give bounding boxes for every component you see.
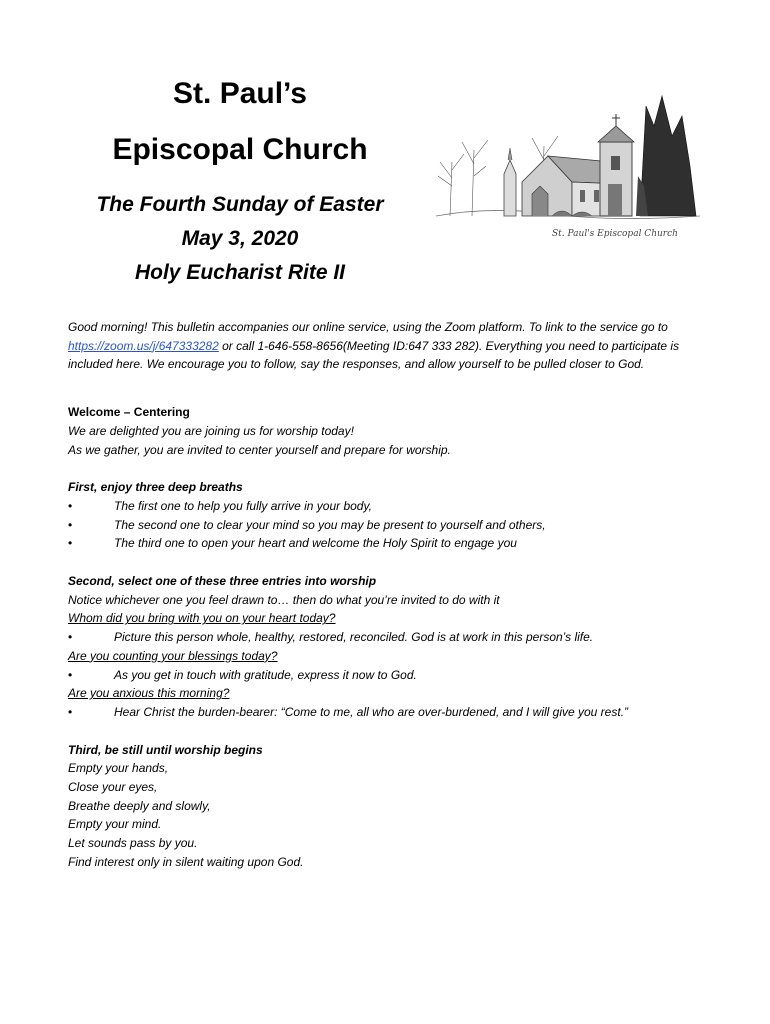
welcome-heading: Welcome – Centering	[68, 405, 190, 420]
bullet-mark: •	[68, 667, 73, 682]
intro-text-before-link: Good morning! This bulletin accompanies our online service, using the Zoom platform. To link to the service go to	[68, 320, 668, 334]
breath-item	[68, 534, 708, 553]
stillness-line: Close your eyes,	[68, 780, 158, 795]
breath-item	[68, 497, 708, 516]
bulletin-body	[68, 318, 708, 872]
illustration-caption: St. Paul's Episcopal Church	[552, 229, 678, 239]
church-name-line2: Episcopal Church	[112, 133, 368, 166]
zoom-link[interactable]: https://zoom.us/j/647333282	[68, 338, 219, 353]
bullet-mark: •	[68, 517, 73, 532]
welcome-line-1: We are delighted you are joining us for worship today!	[68, 423, 354, 438]
title-block	[60, 72, 420, 290]
entry-action-text: As you get in touch with gratitude, express it now to God.	[114, 667, 417, 682]
stillness-line: Empty your hands,	[68, 761, 169, 776]
entry-action	[68, 703, 708, 722]
bullet-mark: •	[68, 498, 73, 513]
entry-question: Are you anxious this morning?	[68, 686, 230, 701]
breath-item-text: The second one to clear your mind so you may be present to yourself and others,	[114, 517, 546, 532]
entries-heading: Second, select one of these three entries into worship	[68, 574, 377, 589]
breath-item-text: The third one to open your heart and welcome the Holy Spirit to engage you	[114, 536, 517, 551]
intro-paragraph	[68, 318, 708, 374]
church-name-line1: St. Paul’s	[173, 77, 307, 110]
breath-item	[68, 516, 708, 535]
service-rite: Holy Eucharist Rite II	[134, 261, 346, 284]
entry-action-text: Hear Christ the burden-bearer: “Come to me, all who are over-burdened, and I will give you rest.”	[114, 704, 629, 719]
stillness-line: Empty your mind.	[68, 817, 162, 832]
breaths-heading: First, enjoy three deep breaths	[68, 480, 243, 495]
stillness-line: Find interest only in silent waiting upon God.	[68, 854, 304, 869]
entries-intro: Notice whichever one you feel drawn to… then do what you’re invited to do with it	[68, 592, 500, 607]
bullet-mark: •	[68, 630, 73, 645]
entry-action	[68, 628, 708, 647]
bullet-mark: •	[68, 536, 73, 551]
entry-action	[68, 666, 708, 685]
welcome-line-2: As we gather, you are invited to center yourself and prepare for worship.	[68, 442, 451, 457]
stillness-line: Let sounds pass by you.	[68, 836, 198, 851]
entry-question: Whom did you bring with you on your heart today?	[68, 611, 336, 626]
breath-item-text: The first one to help you fully arrive in your body,	[114, 498, 372, 513]
service-date: May 3, 2020	[181, 227, 299, 250]
entry-action-text: Picture this person whole, healthy, restored, reconciled. God is at work in this person’s life.	[114, 630, 594, 645]
stillness-line: Breathe deeply and slowly,	[68, 798, 211, 813]
occasion-title: The Fourth Sunday of Easter	[96, 193, 384, 216]
bullet-mark: •	[68, 704, 73, 719]
entry-question: Are you counting your blessings today?	[68, 648, 278, 663]
church-sketch-image	[432, 66, 704, 268]
intro-text-after-link: or call 1-646-558-8656(Meeting ID:647 333 282). Everything you need to participate is included here. We encourage you to follow, say the responses, and allow yourself to be pulled closer to God.	[68, 338, 680, 372]
stillness-heading: Third, be still until worship begins	[68, 742, 263, 757]
